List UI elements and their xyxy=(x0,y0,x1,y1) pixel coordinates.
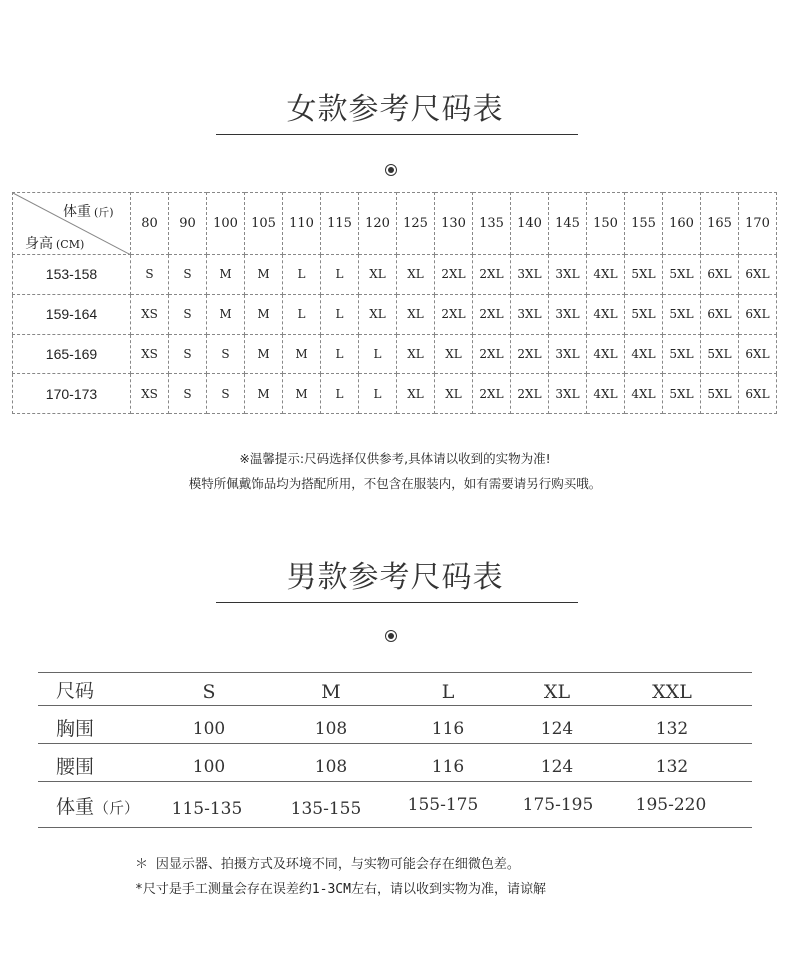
weight-cell: 125 xyxy=(397,193,435,255)
size-cell: S xyxy=(207,334,245,374)
weight-cell: 100 xyxy=(207,193,245,255)
size-cell: 5XL xyxy=(625,255,663,295)
size-cell: XL xyxy=(359,294,397,334)
size-cell: 6XL xyxy=(739,334,777,374)
table-row xyxy=(13,255,777,295)
women-size-chart-title: 女款参考尺码表 xyxy=(286,92,504,127)
size-header-row xyxy=(38,672,752,706)
size-cell: 4XL xyxy=(625,374,663,414)
size-cell: 3XL xyxy=(549,374,587,414)
size-cell: 5XL xyxy=(663,334,701,374)
men-note-color: ＊ 因显示器、拍摄方式及环境不同，与实物可能会存在细微色差。 xyxy=(135,857,520,872)
chest-row xyxy=(38,706,752,744)
circle-bullet-icon xyxy=(385,164,397,176)
corner-height-label: 身高 (CM) xyxy=(25,236,85,252)
size-cell: 4XL xyxy=(625,334,663,374)
chest-label: 胸围 xyxy=(56,718,95,740)
table-row xyxy=(13,374,777,414)
size-cell: XL xyxy=(397,334,435,374)
waist-cell: 100 xyxy=(192,757,226,777)
weight-cell: 115-135 xyxy=(171,799,243,819)
size-cell: M xyxy=(207,294,245,334)
weight-cell: 155-175 xyxy=(407,795,479,815)
weight-cell: 165 xyxy=(701,193,739,255)
divider-line xyxy=(216,602,578,603)
chest-cell: 108 xyxy=(314,719,348,739)
size-cell: XL xyxy=(543,681,571,703)
size-cell: 3XL xyxy=(511,255,549,295)
corner-cell xyxy=(13,193,131,255)
weight-row xyxy=(38,782,752,828)
size-cell: 4XL xyxy=(587,255,625,295)
size-cell: L xyxy=(321,255,359,295)
size-cell: S xyxy=(169,374,207,414)
weight-cell: 110 xyxy=(283,193,321,255)
size-cell: XXL xyxy=(652,681,692,703)
waist-cell: 108 xyxy=(314,757,348,777)
weight-cell: 135 xyxy=(473,193,511,255)
size-cell: XS xyxy=(131,334,169,374)
size-cell: S xyxy=(207,374,245,414)
size-cell: XS xyxy=(131,294,169,334)
size-cell: XL xyxy=(435,374,473,414)
size-cell: 4XL xyxy=(587,334,625,374)
size-cell: S xyxy=(202,681,216,703)
women-note-tip: ※温馨提示:尺码选择仅供参考,具体请以收到的实物为准! xyxy=(239,451,551,466)
size-cell: L xyxy=(359,334,397,374)
circle-bullet-icon xyxy=(385,630,397,642)
size-cell: XS xyxy=(131,374,169,414)
size-cell: 5XL xyxy=(663,374,701,414)
women-note-accessories: 模特所佩戴饰品均为搭配所用，不包含在服装内，如有需要请另行购买哦。 xyxy=(188,476,602,491)
size-cell: L xyxy=(283,294,321,334)
size-cell: 6XL xyxy=(739,255,777,295)
weight-cell: 115 xyxy=(321,193,359,255)
waist-cell: 116 xyxy=(431,757,465,777)
size-cell: XL xyxy=(397,294,435,334)
size-label: 尺码 xyxy=(56,680,95,702)
size-cell: 2XL xyxy=(473,294,511,334)
corner-weight-label: 体重 (斤) xyxy=(63,204,114,220)
size-cell: 6XL xyxy=(739,294,777,334)
chest-cell: 132 xyxy=(655,719,689,739)
divider-line xyxy=(216,134,578,135)
size-cell: 2XL xyxy=(473,334,511,374)
size-cell: 4XL xyxy=(587,294,625,334)
size-cell: 2XL xyxy=(473,255,511,295)
size-cell: M xyxy=(207,255,245,295)
size-cell: L xyxy=(359,374,397,414)
size-cell: M xyxy=(245,334,283,374)
size-cell: L xyxy=(321,374,359,414)
weight-cell: 155 xyxy=(625,193,663,255)
size-cell: M xyxy=(245,374,283,414)
size-cell: XL xyxy=(397,255,435,295)
weight-cell: 80 xyxy=(131,193,169,255)
size-cell: S xyxy=(169,255,207,295)
weight-cell: 90 xyxy=(169,193,207,255)
size-cell: M xyxy=(245,255,283,295)
size-cell: 2XL xyxy=(435,294,473,334)
weight-cell: 160 xyxy=(663,193,701,255)
size-cell: XL xyxy=(397,374,435,414)
size-cell: XL xyxy=(435,334,473,374)
weight-cell: 120 xyxy=(359,193,397,255)
weight-cell: 150 xyxy=(587,193,625,255)
size-cell: 3XL xyxy=(549,255,587,295)
size-cell: S xyxy=(169,334,207,374)
weight-cell: 135-155 xyxy=(290,799,362,819)
size-cell: 2XL xyxy=(511,374,549,414)
height-cell: 153-158 xyxy=(13,255,131,295)
size-cell: 5XL xyxy=(701,374,739,414)
size-cell: 3XL xyxy=(511,294,549,334)
waist-row xyxy=(38,744,752,782)
height-cell: 170-173 xyxy=(13,374,131,414)
size-cell: L xyxy=(321,294,359,334)
weight-cell: 170 xyxy=(739,193,777,255)
size-cell: S xyxy=(169,294,207,334)
size-cell: 3XL xyxy=(549,334,587,374)
weight-cell: 140 xyxy=(511,193,549,255)
waist-cell: 132 xyxy=(655,757,689,777)
size-cell: 5XL xyxy=(625,294,663,334)
height-cell: 165-169 xyxy=(13,334,131,374)
chest-cell: 116 xyxy=(431,719,465,739)
size-cell: L xyxy=(283,255,321,295)
size-cell: L xyxy=(441,681,455,703)
size-cell: 6XL xyxy=(739,374,777,414)
waist-label: 腰围 xyxy=(56,756,95,778)
size-cell: L xyxy=(321,334,359,374)
table-row xyxy=(13,294,777,334)
waist-cell: 124 xyxy=(540,757,574,777)
chest-cell: 124 xyxy=(540,719,574,739)
size-cell: S xyxy=(131,255,169,295)
weight-header-row xyxy=(13,193,777,255)
size-cell: 2XL xyxy=(473,374,511,414)
size-cell: M xyxy=(245,294,283,334)
weight-cell: 175-195 xyxy=(522,795,594,815)
size-cell: 2XL xyxy=(511,334,549,374)
chest-cell: 100 xyxy=(192,719,226,739)
men-note-measure: *尺寸是手工测量会存在误差约1-3CM左右，请以收到实物为准，请谅解 xyxy=(135,882,546,897)
size-cell: XL xyxy=(359,255,397,295)
size-cell: M xyxy=(283,334,321,374)
size-cell: 6XL xyxy=(701,255,739,295)
height-cell: 159-164 xyxy=(13,294,131,334)
weight-cell: 195-220 xyxy=(635,795,707,815)
size-cell: 4XL xyxy=(587,374,625,414)
men-size-chart-title: 男款参考尺码表 xyxy=(286,560,504,595)
size-cell: 5XL xyxy=(663,255,701,295)
weight-cell: 145 xyxy=(549,193,587,255)
size-cell: 3XL xyxy=(549,294,587,334)
size-cell: 5XL xyxy=(701,334,739,374)
size-cell: 2XL xyxy=(435,255,473,295)
weight-cell: 105 xyxy=(245,193,283,255)
size-cell: M xyxy=(283,374,321,414)
weight-label: 体重（斤） xyxy=(56,796,140,818)
table-row xyxy=(13,334,777,374)
weight-cell: 130 xyxy=(435,193,473,255)
size-cell: 5XL xyxy=(663,294,701,334)
men-size-table xyxy=(38,672,752,828)
size-cell: M xyxy=(321,681,341,703)
size-cell: 6XL xyxy=(701,294,739,334)
women-size-table xyxy=(12,192,777,414)
